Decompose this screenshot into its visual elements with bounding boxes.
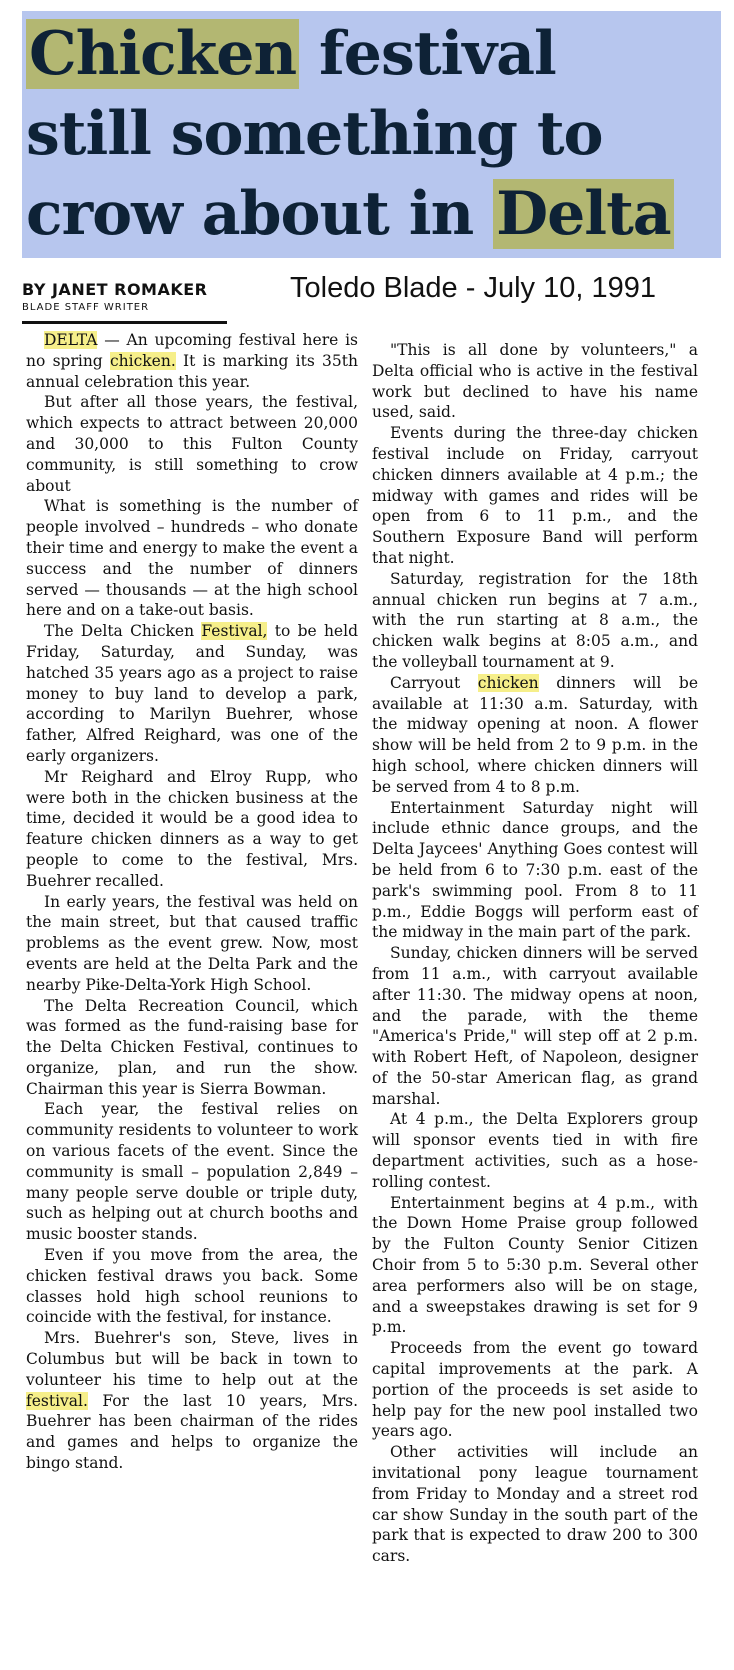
article-column-2 bbox=[372, 340, 698, 1567]
paragraph: Events during the three-day chicken festival include on Friday, carryout chicken dinners available at 4 p.m.; the midway with games and rides will be open from 6 to 11 p.m., and the Southern Exposure Band will perform that night. bbox=[372, 424, 698, 567]
headline bbox=[26, 14, 674, 254]
paragraph: Carryout chicken dinners will be available at 11:30 a.m. Saturday, with the midway opening at noon. A flower show will be held from 2 to 9 p.m. in the high school, where chicken dinners will be served from 4 to 8 p.m. bbox=[372, 673, 698, 796]
highlight-delta: DELTA bbox=[44, 331, 98, 349]
paragraph: In early years, the festival was held on the main street, but that caused traffic problems as the event grew. Now, most events are held at the Delta Park and the nearby Pike-Delta-York High School. bbox=[26, 892, 358, 994]
byline: BY JANET ROMAKER bbox=[22, 280, 208, 299]
paragraph: Mr Reighard and Elroy Rupp, who were both in the chicken business at the time, decided it would be a good idea to feature chicken dinners as a way to get people to come to the festival, Mrs. Buehrer recalled. bbox=[26, 767, 358, 890]
paragraph: DELTA — An upcoming festival here is no spring chicken. It is marking its 35th annual celebration this year. bbox=[26, 331, 358, 391]
paragraph: "This is all done by volunteers," a Delta official who is active in the festival work but declined to have his name used, said. bbox=[372, 341, 698, 422]
paragraph: Each year, the festival relies on community residents to volunteer to work on various facets of the event. Since the community is small – population 2,849 – many people serve double or triple duty, such as helping out at church booths and music booster stands. bbox=[26, 1100, 358, 1244]
paragraph: Even if you move from the area, the chicken festival draws you back. Some classes hold high school reunions to coincide with the festival, for instance. bbox=[26, 1246, 358, 1327]
headline-text: festival bbox=[299, 19, 556, 89]
paragraph: Sunday, chicken dinners will be served from 11 a.m., with carryout available after 11:30. The midway opens at noon, and the parade, with the theme "America's Pride," will step off at 2 p.m. with Robert Heft, of Napoleon, designer of the 50-star American flag, as grand marshal. bbox=[372, 944, 698, 1108]
headline-keyword-chicken: Chicken bbox=[26, 19, 299, 89]
staff-title: BLADE STAFF WRITER bbox=[22, 302, 150, 313]
paragraph: Mrs. Buehrer's son, Steve, lives in Columbus but will be back in town to volunteer his time to help out at the festival. For the last 10 years, Mrs. Buehrer has been chairman of the rides and games and helps to organize the bingo stand. bbox=[26, 1329, 358, 1473]
headline-keyword-delta: Delta bbox=[493, 179, 674, 249]
source-caption: Toledo Blade - July 10, 1991 bbox=[290, 272, 656, 304]
paragraph: What is something is the number of people involved – hundreds – who donate their time and energy to make the event a success and the number of dinners served — thousands — at the high school here and on a take-out basis. bbox=[26, 497, 358, 620]
highlight-chicken: chicken bbox=[477, 673, 539, 692]
paragraph: Proceeds from the event go toward capital improvements at the park. A portion of the proceeds is set aside to help pay for the new pool installed two years ago. bbox=[372, 1339, 698, 1441]
paragraph: Other activities will include an invitational pony league tournament from Friday to Monday and a street rod car show Sunday in the south part of the park that is expected to draw 200 to 300 cars. bbox=[372, 1443, 698, 1566]
headline-text: still something to bbox=[26, 99, 603, 169]
byline-rule bbox=[22, 321, 227, 324]
paragraph: But after all those years, the festival, which expects to attract between 20,000 and 30,000 to this Fulton County community, is still something to crow about bbox=[26, 393, 358, 495]
paragraph: Entertainment Saturday night will include ethnic dance groups, and the Delta Jaycees' Anything Goes contest will be held from 6 to 7:30 p.m. east of the park's swimming pool. From 8 to 11 p.m., Eddie Boggs will perform east of the midway in the main part of the park. bbox=[372, 798, 698, 942]
paragraph: Entertainment begins at 4 p.m., with the Down Home Praise group followed by the Fulton County Senior Citizen Choir from 5 to 5:30 p.m. Several other area performers also will be on stage, and a sweepstakes drawing is set for 9 p.m. bbox=[372, 1193, 698, 1337]
paragraph: At 4 p.m., the Delta Explorers group will sponsor events tied in with fire department activities, such as a hose-rolling contest. bbox=[372, 1110, 698, 1191]
paragraph: The Delta Recreation Council, which was formed as the fund-raising base for the Delta Chicken Festival, continues to organize, plan, and run the show. Chairman this year is Sierra Bowman. bbox=[26, 996, 358, 1098]
highlight-festival: Festival, bbox=[201, 622, 268, 641]
highlight-chicken: chicken. bbox=[109, 351, 176, 370]
headline-text: crow about in bbox=[26, 179, 494, 249]
highlight-festival: festival. bbox=[26, 1391, 88, 1410]
paragraph: Saturday, registration for the 18th annual chicken run begins at 7 a.m., with the run starting at 8 a.m., the chicken walk begins at 8:05 a.m., and the volleyball tournament at 9. bbox=[372, 569, 698, 671]
article-column-1 bbox=[26, 330, 358, 1474]
paragraph: The Delta Chicken Festival, to be held Friday, Saturday, and Sunday, was hatched 35 years ago as a project to raise money to buy land to develop a park, according to Marilyn Buehrer, whose father, Alfred Reighard, was one of the early organizers. bbox=[26, 622, 358, 765]
